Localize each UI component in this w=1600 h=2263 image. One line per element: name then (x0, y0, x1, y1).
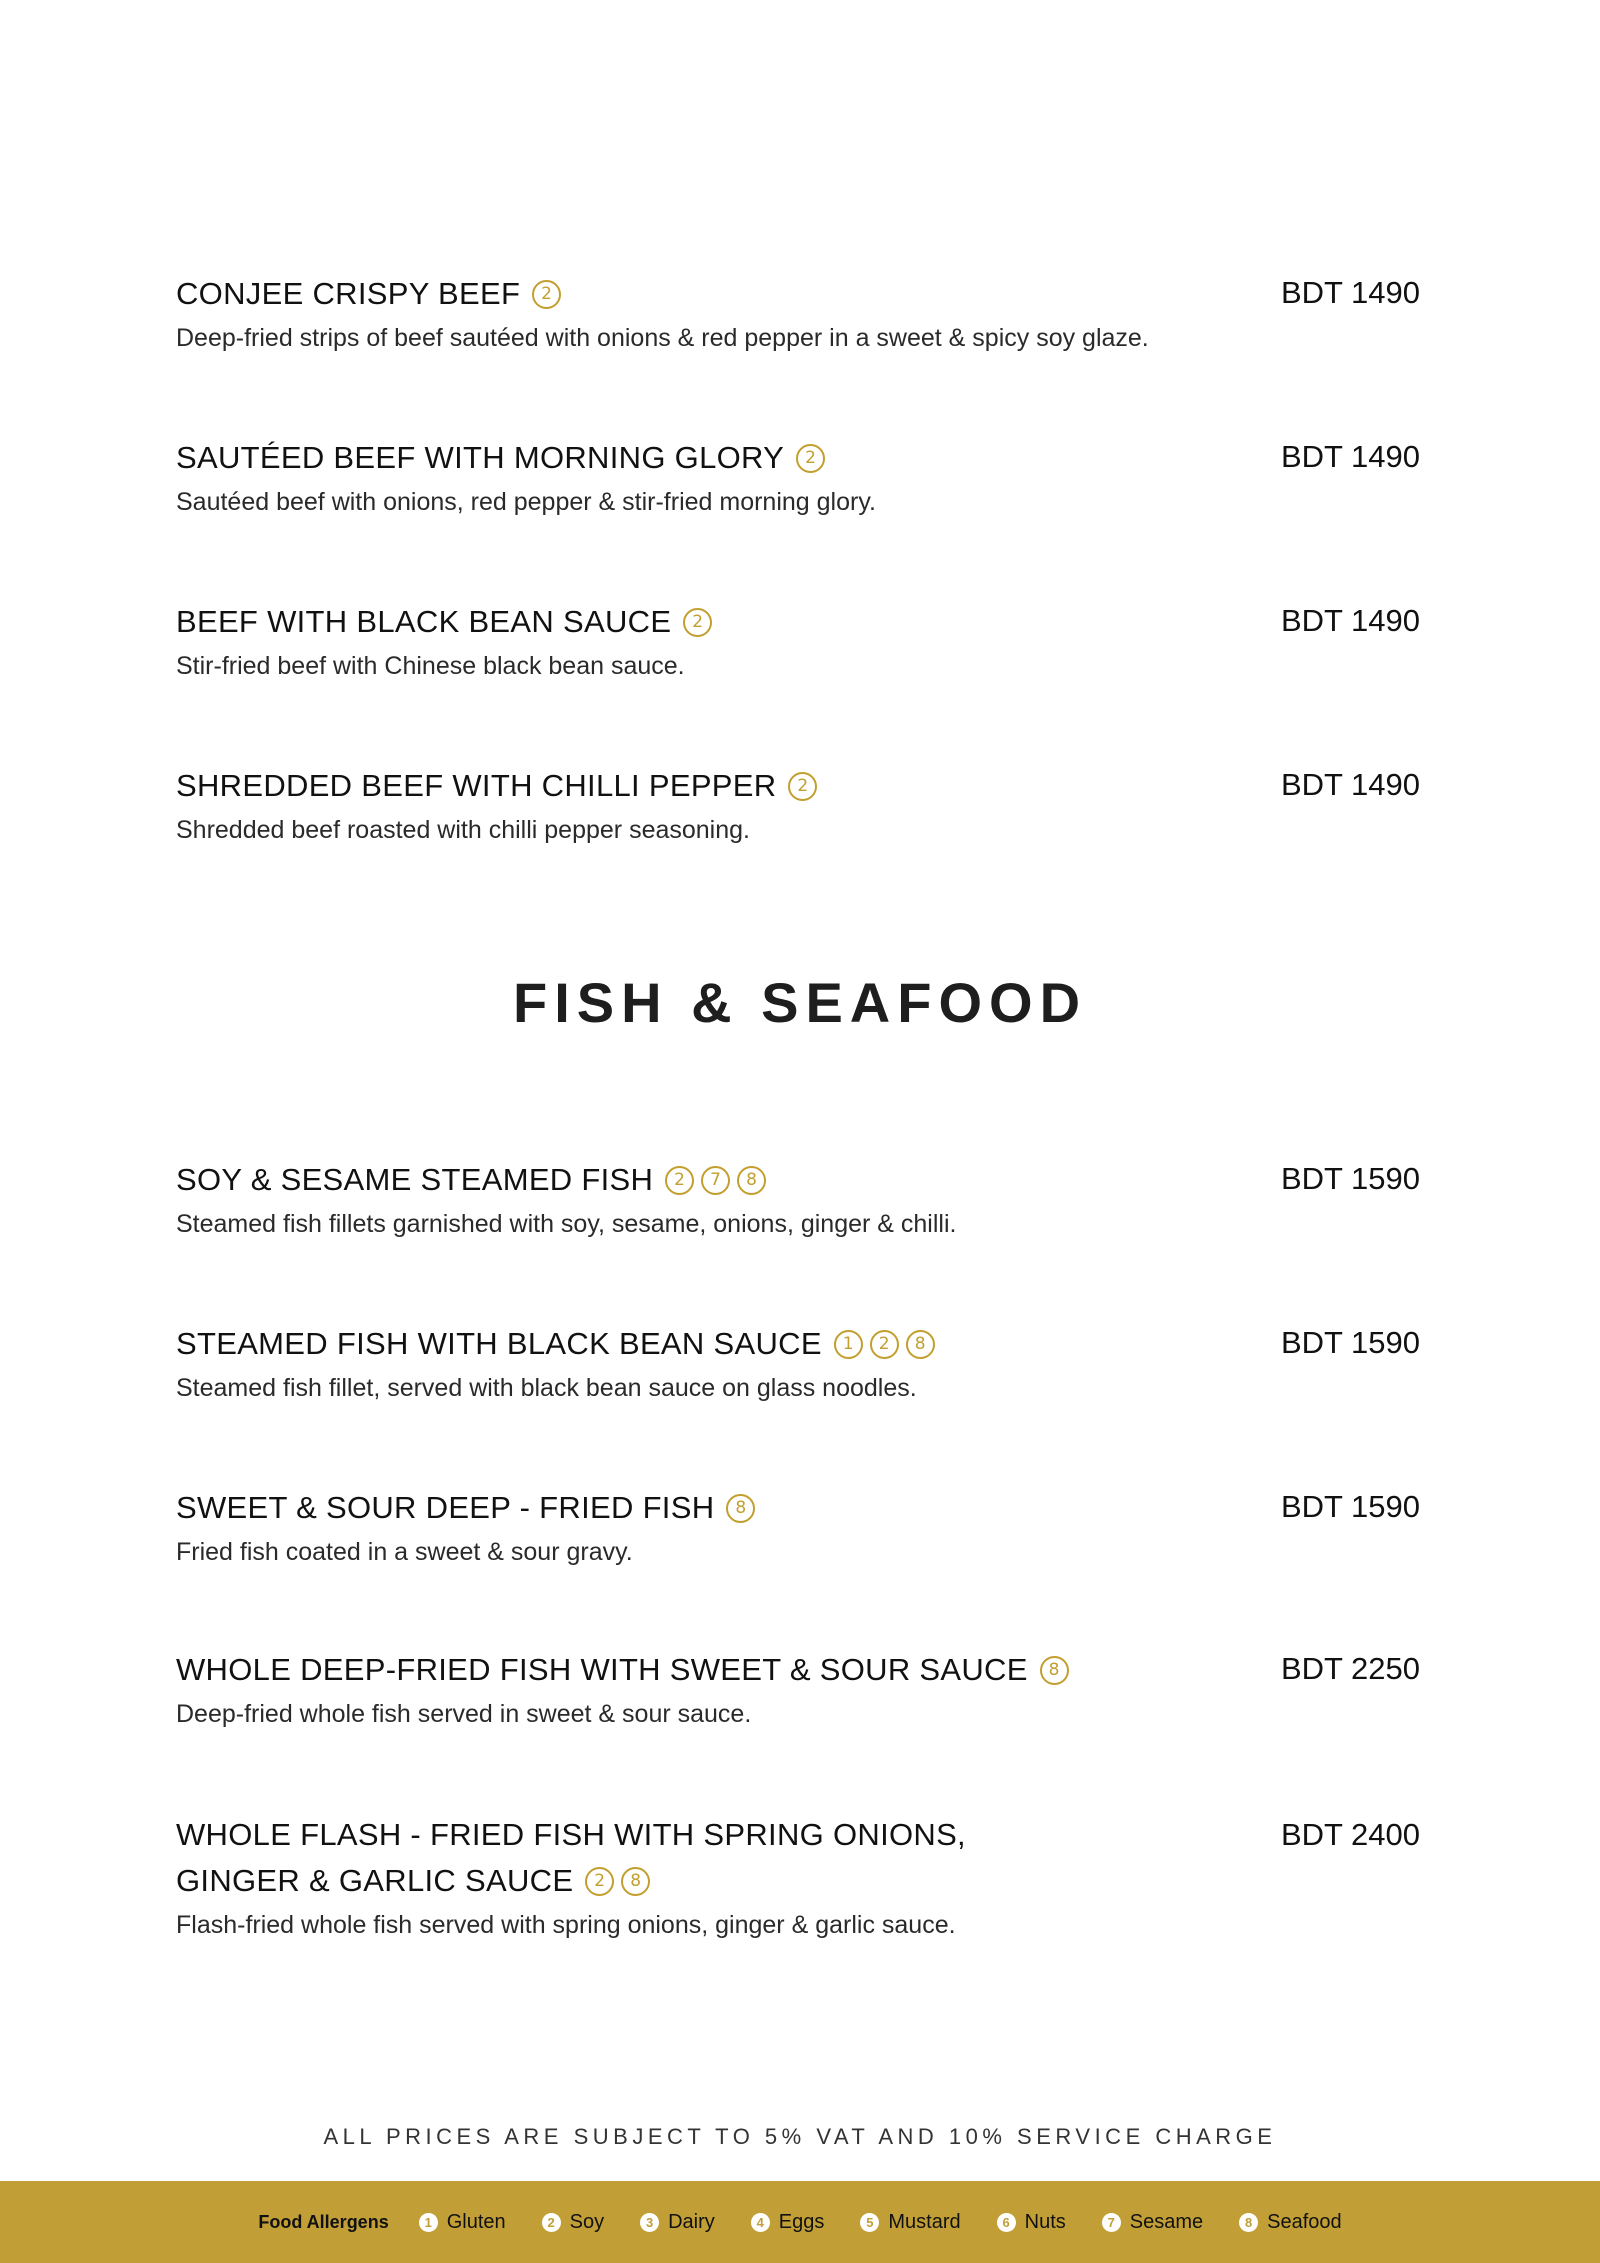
allergen-badge: 8 (906, 1330, 935, 1359)
allergen-legend-label: Seafood (1267, 2210, 1342, 2233)
menu-item-header (176, 1812, 1420, 1903)
menu-item-name-text: WHOLE FLASH - FRIED FISH WITH SPRING ONIONS, GINGER & GARLIC SAUCE (176, 1817, 966, 1898)
menu-item-name (176, 1156, 1196, 1202)
menu-item-name-text: SWEET & SOUR DEEP - FRIED FISH (176, 1490, 715, 1525)
menu-item-description: Shredded beef roasted with chilli pepper seasoning. (176, 816, 750, 844)
menu-item-name (176, 1320, 1196, 1366)
allergen-badge: 2 (683, 608, 712, 637)
menu-item-price: BDT 2250 (1280, 1651, 1420, 1686)
price-footnote: ALL PRICES ARE SUBJECT TO 5% VAT AND 10% SERVICE CHARGE (323, 2124, 1277, 2149)
allergen-badge: 2 (796, 444, 825, 473)
allergen-legend-item (1239, 2211, 1342, 2234)
allergen-badges (788, 762, 824, 807)
allergen-badges (834, 1320, 942, 1365)
allergen-legend-item (860, 2211, 960, 2234)
menu-item (176, 434, 1420, 520)
allergen-legend-item (997, 2211, 1066, 2234)
allergen-number-icon: 6 (997, 2213, 1016, 2232)
allergen-number-icon: 3 (640, 2213, 659, 2232)
allergen-badges (726, 1484, 762, 1529)
allergen-badge: 2 (788, 772, 817, 801)
menu-item-price: BDT 2400 (1280, 1817, 1420, 1852)
menu-item (176, 270, 1420, 356)
allergen-legend-label: Dairy (668, 2210, 715, 2233)
allergen-number-icon: 7 (1102, 2213, 1121, 2232)
menu-item-description: Deep-fried strips of beef sautéed with onions & red pepper in a sweet & spicy soy glaze. (176, 324, 1149, 352)
allergen-badge: 2 (532, 280, 561, 309)
menu-item-name (176, 598, 1196, 644)
menu-item-name (176, 1646, 1196, 1692)
allergen-legend-label: Gluten (446, 2210, 506, 2233)
allergen-legend-item (419, 2211, 506, 2234)
menu-item-description: Flash-fried whole fish served with spring onions, ginger & garlic sauce. (176, 1911, 956, 1939)
menu-item-header (176, 1484, 1420, 1530)
allergen-legend-label: Eggs (778, 2210, 825, 2233)
allergen-badge: 7 (701, 1166, 730, 1195)
menu-item-name-text: SAUTÉED BEEF WITH MORNING GLORY (176, 440, 785, 475)
menu-item (176, 1812, 1420, 1943)
allergen-badge: 8 (1040, 1656, 1069, 1685)
menu-item-name (176, 762, 1196, 808)
menu-item-name (176, 1812, 1196, 1903)
allergen-legend-label: Soy (569, 2210, 605, 2233)
menu-item (176, 1156, 1420, 1242)
menu-item-header (176, 598, 1420, 644)
menu-item (176, 1646, 1420, 1732)
allergen-number-icon: 1 (419, 2213, 438, 2232)
menu-item-header (176, 1320, 1420, 1366)
allergen-legend-items (419, 2211, 1342, 2234)
menu-item-header (176, 434, 1420, 480)
menu-item-name-text: CONJEE CRISPY BEEF (176, 276, 521, 311)
allergen-legend-label: Mustard (888, 2210, 961, 2233)
allergen-badges (585, 1857, 657, 1902)
allergen-number-icon: 4 (751, 2213, 770, 2232)
allergen-legend-item (542, 2211, 604, 2234)
menu-item-price: BDT 1490 (1280, 767, 1420, 802)
menu-item-price: BDT 1590 (1280, 1161, 1420, 1196)
menu-item (176, 1320, 1420, 1406)
menu-item (176, 598, 1420, 684)
menu-item-name-text: STEAMED FISH WITH BLACK BEAN SAUCE (176, 1326, 822, 1361)
menu-item-name-text: SHREDDED BEEF WITH CHILLI PEPPER (176, 768, 777, 803)
menu-item-description: Steamed fish fillet, served with black bean sauce on glass noodles. (176, 1374, 917, 1402)
allergen-badge: 8 (621, 1867, 650, 1896)
menu-item-name-text: BEEF WITH BLACK BEAN SAUCE (176, 604, 672, 639)
allergen-legend-label: Sesame (1129, 2210, 1204, 2233)
allergen-badges (665, 1156, 773, 1201)
allergen-number-icon: 8 (1239, 2213, 1258, 2232)
allergen-legend-title: Food Allergens (258, 2211, 389, 2232)
allergen-badge: 8 (737, 1166, 766, 1195)
allergen-legend-item (751, 2211, 825, 2234)
menu-item-name (176, 270, 1196, 316)
allergen-legend-label: Nuts (1024, 2210, 1066, 2233)
menu-item-name (176, 434, 1196, 480)
menu-item-header (176, 1156, 1420, 1202)
menu-item-name (176, 1484, 1196, 1530)
menu-item-name-text: SOY & SESAME STEAMED FISH (176, 1162, 654, 1197)
section-title: FISH & SEAFOOD (512, 971, 1088, 1034)
allergen-badge: 2 (870, 1330, 899, 1359)
menu-item-header (176, 1646, 1420, 1692)
allergen-badge: 2 (665, 1166, 694, 1195)
menu-item-description: Steamed fish fillets garnished with soy, sesame, onions, ginger & chilli. (176, 1210, 957, 1238)
menu-item (176, 762, 1420, 848)
allergen-badge: 2 (585, 1867, 614, 1896)
allergen-legend (258, 2211, 1341, 2234)
allergen-badges (683, 598, 719, 643)
allergen-badges (1040, 1646, 1076, 1691)
allergen-badge: 8 (726, 1494, 755, 1523)
allergen-legend-item (640, 2211, 715, 2234)
menu-item-header (176, 270, 1420, 316)
allergen-number-icon: 5 (860, 2213, 879, 2232)
menu-item-header (176, 762, 1420, 808)
menu-item-description: Fried fish coated in a sweet & sour gravy. (176, 1538, 633, 1566)
menu-item-price: BDT 1590 (1280, 1325, 1420, 1360)
menu-item (176, 1484, 1420, 1570)
menu-item-name-text: WHOLE DEEP-FRIED FISH WITH SWEET & SOUR SAUCE (176, 1652, 1028, 1687)
menu-item-price: BDT 1490 (1280, 275, 1420, 310)
allergen-badges (796, 434, 832, 479)
allergen-footer (0, 2181, 1600, 2263)
menu-item-description: Deep-fried whole fish served in sweet & sour sauce. (176, 1700, 752, 1728)
menu-item-price: BDT 1590 (1280, 1489, 1420, 1524)
menu-item-description: Sautéed beef with onions, red pepper & stir-fried morning glory. (176, 488, 876, 516)
allergen-badge: 1 (834, 1330, 863, 1359)
menu-item-description: Stir-fried beef with Chinese black bean sauce. (176, 652, 685, 680)
allergen-badges (532, 270, 568, 315)
allergen-legend-item (1102, 2211, 1203, 2234)
allergen-number-icon: 2 (542, 2213, 561, 2232)
menu-item-price: BDT 1490 (1280, 439, 1420, 474)
menu-item-price: BDT 1490 (1280, 603, 1420, 638)
